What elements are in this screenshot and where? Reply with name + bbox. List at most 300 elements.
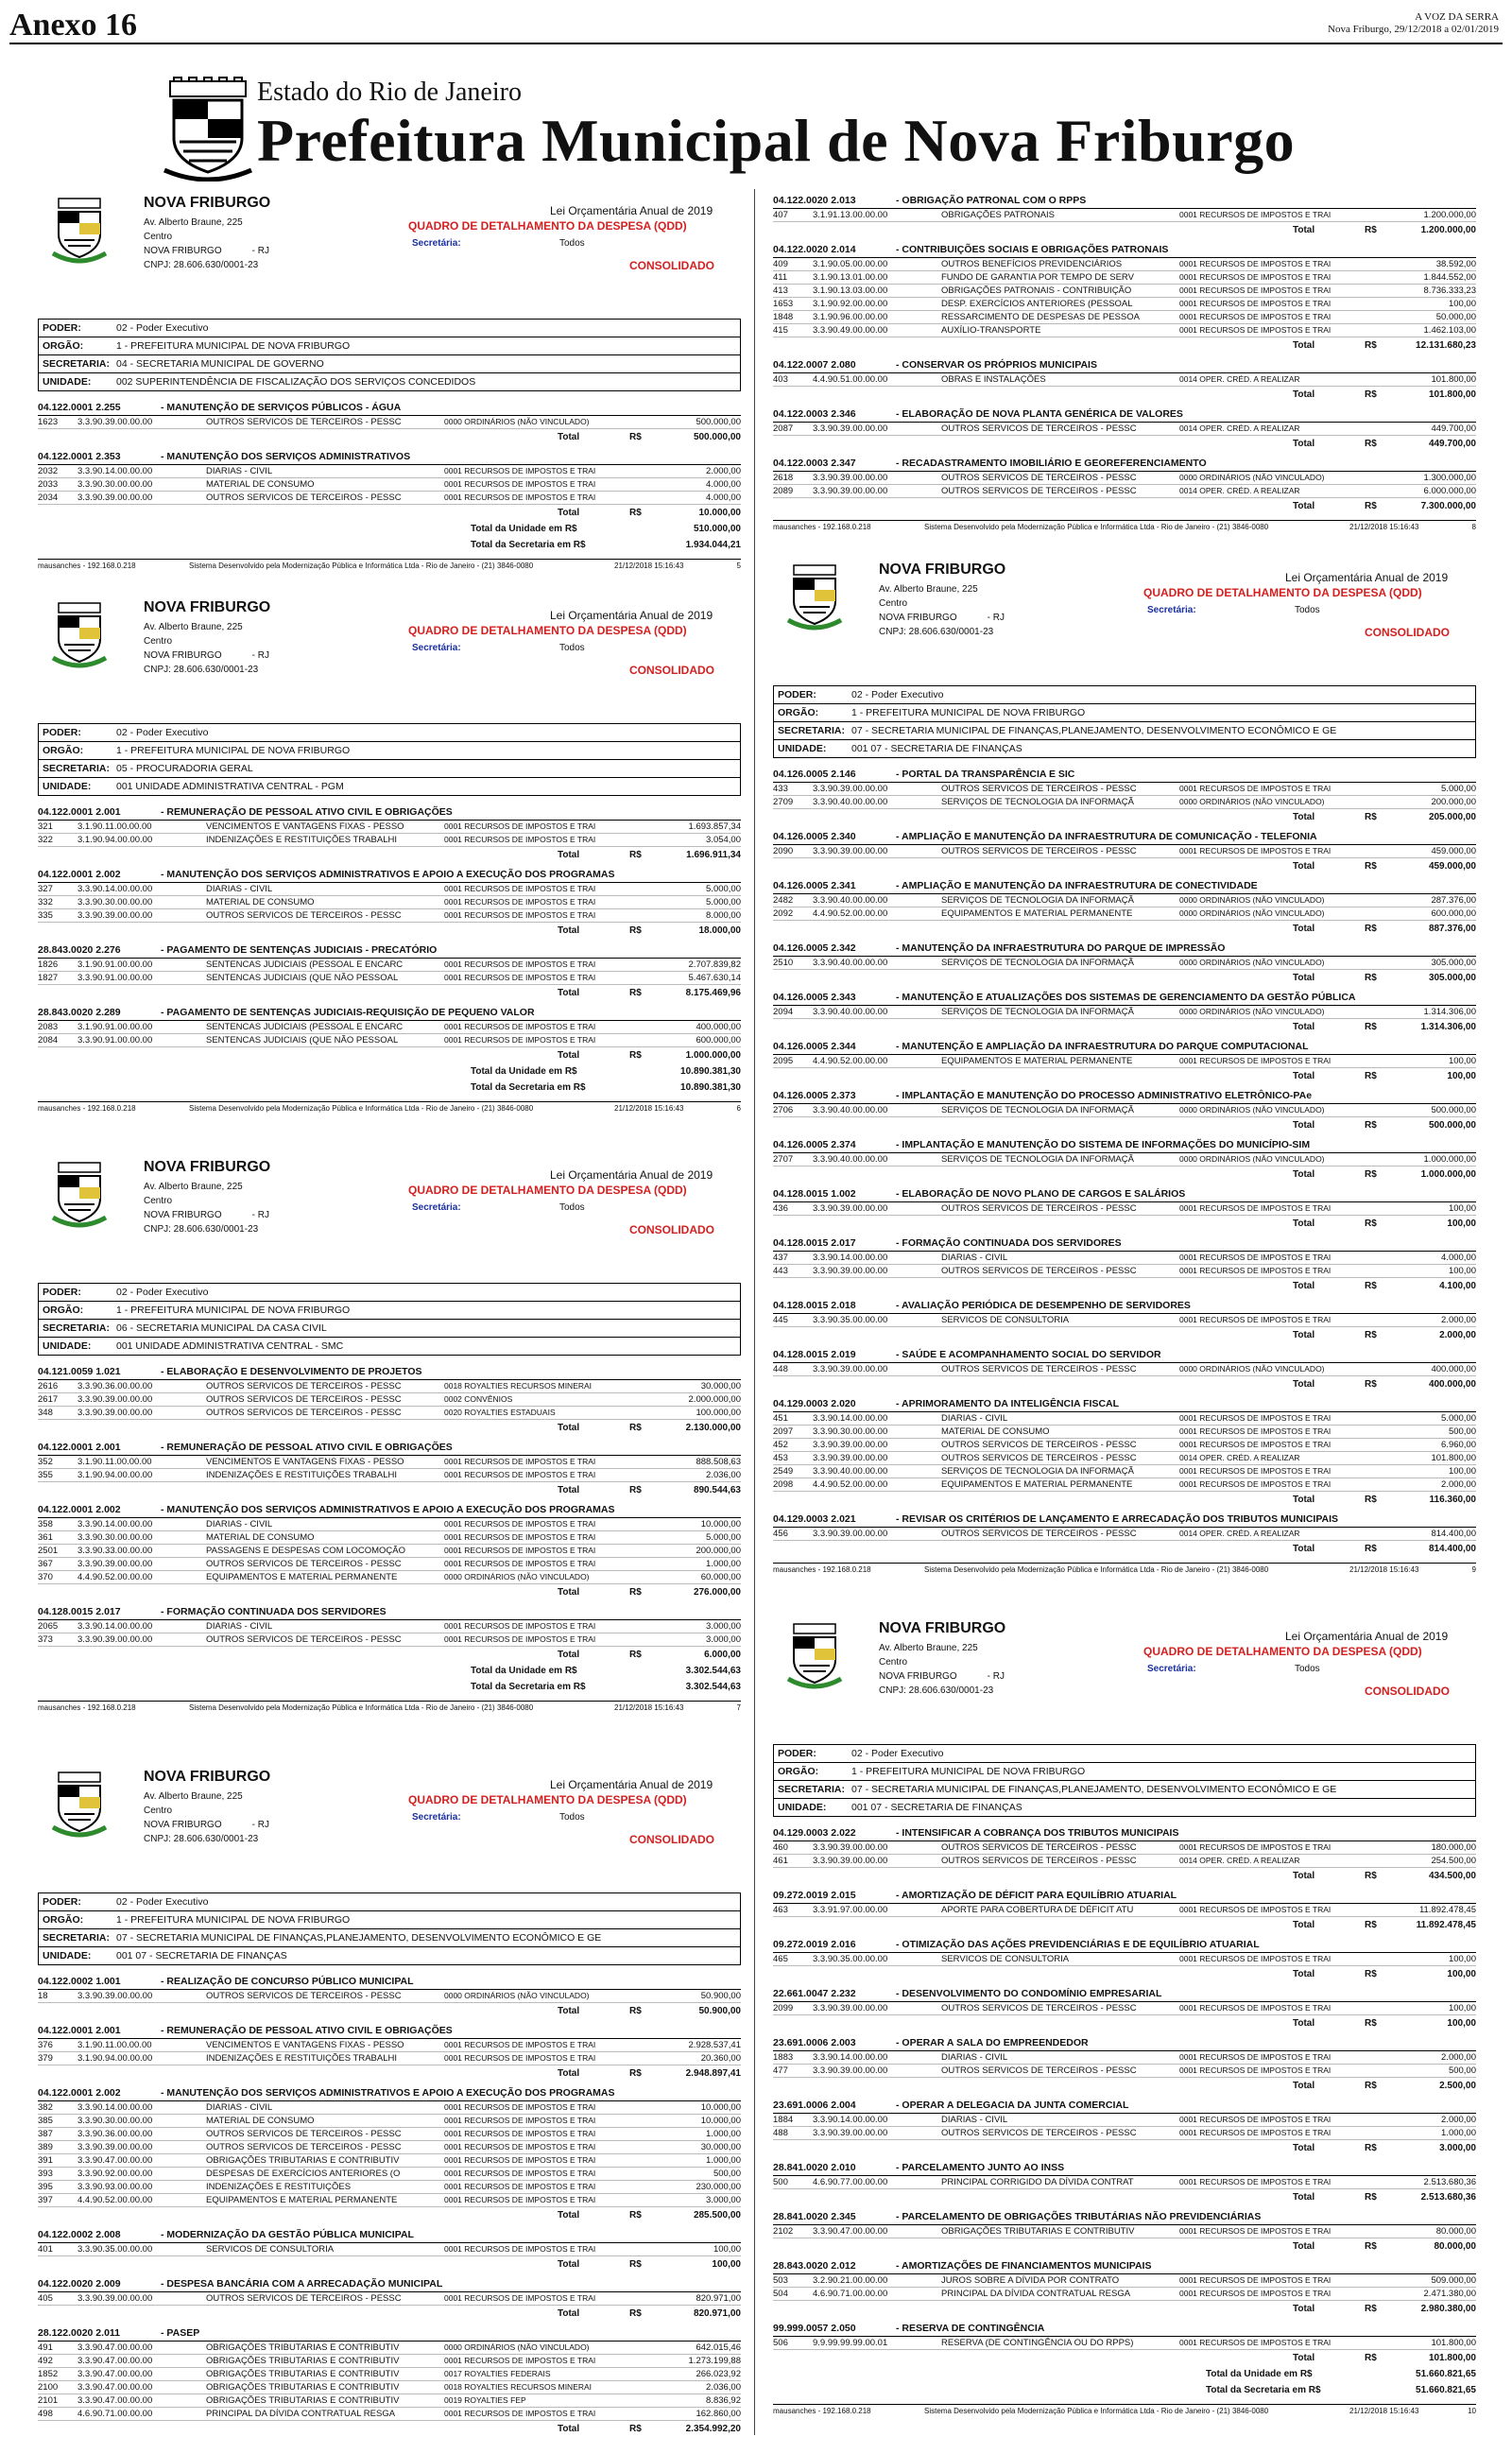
- report-1-expense-row: [38, 416, 741, 429]
- report-2-cnpj: CNPJ: 28.606.630/0001-23: [144, 665, 259, 675]
- report-4-program-code: 28.122.0020 2.011: [38, 2327, 121, 2339]
- report-6-expense-element: 3.3.90.39.00.00.00: [813, 784, 888, 794]
- report-7-total-currency: R$: [1365, 2081, 1377, 2091]
- report-6-program-total: [773, 1068, 1476, 1084]
- report-4-expense-source: 0001 RECURSOS DE IMPOSTOS E TRAI: [444, 2040, 596, 2049]
- report-6-total-value: 887.376,00: [1428, 924, 1476, 934]
- report-5-expense-id: 2618: [773, 473, 794, 483]
- report-5-expense-value: 8.736.333,23: [1423, 285, 1476, 296]
- report-7-total-value: 100,00: [1447, 1969, 1476, 1979]
- report-2-expense-source: 0001 RECURSOS DE IMPOSTOS E TRAI: [444, 1035, 596, 1045]
- report-7-expense-element: 3.3.90.39.00.00.00: [813, 1856, 888, 1866]
- report-6-expense-id: 433: [773, 784, 788, 794]
- report-3-expense-value: 30.000,00: [700, 1381, 741, 1391]
- report-7-consolidado: CONSOLIDADO: [1365, 1685, 1450, 1698]
- report-7-expense-description: APORTE PARA COBERTURA DE DÉFICIT ATU: [941, 1905, 1134, 1915]
- report-4-program-title: [38, 2024, 741, 2039]
- report-6-program-total: [773, 1327, 1476, 1343]
- report-5-program-title: [773, 407, 1476, 423]
- annex-title: Anexo 16: [9, 8, 138, 43]
- report-4-expense-element: 3.3.90.39.00.00.00: [77, 2142, 153, 2152]
- report-6-footer-time: 21/12/2018 15:16:43: [1349, 1565, 1419, 1574]
- report-5-expense-id: 2089: [773, 486, 794, 496]
- report-2-grand-total-value: 10.890.381,30: [680, 1066, 741, 1077]
- report-3-total-label: Total: [558, 1650, 580, 1660]
- report-3-expense-source: 0001 RECURSOS DE IMPOSTOS E TRAI: [444, 1546, 596, 1555]
- report-6-total-value: 2.000,00: [1439, 1330, 1476, 1340]
- report-3-expense-row: [38, 1393, 741, 1407]
- report-7-city: NOVA FRIBURGO: [879, 1671, 957, 1682]
- report-2-law-label: Lei Orçamentária Anual de: [550, 609, 685, 622]
- report-7-qdd-title: QUADRO DE DETALHAMENTO DA DESPESA (QDD): [1143, 1645, 1422, 1658]
- report-4-program-name: - REMUNERAÇÃO DE PESSOAL ATIVO CIVIL E OBRIGAÇÕES: [161, 2025, 453, 2036]
- report-7-program-total: [773, 2238, 1476, 2255]
- report-1-secretaria-label: SECRETARIA:: [43, 358, 110, 370]
- report-6-expense-row: [773, 1528, 1476, 1541]
- report-6-expense-value: 1.314.306,00: [1423, 1007, 1476, 1017]
- report-7-program-name: - OPERAR A DELEGACIA DA JUNTA COMERCIAL: [896, 2100, 1129, 2111]
- report-3-expense-id: 373: [38, 1634, 53, 1645]
- report-7-law-label: Lei Orçamentária Anual de: [1285, 1630, 1420, 1643]
- municipal-logo-icon: [784, 562, 845, 643]
- report-2-grand-total-label: Total da Unidade em R$: [471, 1066, 577, 1077]
- report-6-total-currency: R$: [1365, 1120, 1377, 1131]
- report-3-expense-row: [38, 1380, 741, 1393]
- report-7-total-currency: R$: [1365, 2192, 1377, 2203]
- report-3-expense-value: 2.036,00: [706, 1470, 741, 1480]
- report-5-expense-row: [773, 285, 1476, 298]
- report-7-expense-row: [773, 1904, 1476, 1917]
- report-4-expense-source: 0001 RECURSOS DE IMPOSTOS E TRAI: [444, 2169, 596, 2178]
- report-5-expense-value: 449.700,00: [1431, 423, 1476, 434]
- report-2-expense-element: 3.3.90.91.00.00.00: [77, 973, 153, 983]
- report-2-expense-description: MATERIAL DE CONSUMO: [206, 897, 315, 907]
- report-3-orgao-row: [39, 1302, 740, 1320]
- report-5-total-currency: R$: [1365, 439, 1377, 449]
- report-3-expense-source: 0001 RECURSOS DE IMPOSTOS E TRAI: [444, 1621, 596, 1631]
- report-4-total-label: Total: [558, 2210, 580, 2221]
- report-3-expense-value: 3.000,00: [706, 1634, 741, 1645]
- report-1-total-value: 10.000,00: [698, 508, 741, 518]
- report-2-orgao-label: ORGÃO:: [43, 745, 84, 756]
- report-2-expense-source: 0001 RECURSOS DE IMPOSTOS E TRAI: [444, 959, 596, 969]
- report-5-expense-source: 0001 RECURSOS DE IMPOSTOS E TRAI: [1179, 210, 1332, 219]
- report-1-expense-description: OUTROS SERVICOS DE TERCEIROS - PESSC: [206, 417, 402, 427]
- report-6-footer-page: 9: [1471, 1565, 1476, 1574]
- report-1-total-value: 500.000,00: [693, 432, 741, 442]
- report-6-total-value: 100,00: [1447, 1071, 1476, 1081]
- report-6-program-title: [773, 768, 1476, 783]
- report-6-expense-row: [773, 1202, 1476, 1216]
- report-1-orgao-row: [39, 337, 740, 355]
- report-6-program-title: [773, 830, 1476, 845]
- report-7-total-currency: R$: [1365, 2241, 1377, 2252]
- report-7-expense-element: 4.6.90.77.00.00.00: [813, 2177, 888, 2187]
- report-7-total-currency: R$: [1365, 1871, 1377, 1881]
- report-6-total-label: Total: [1293, 1544, 1315, 1554]
- report-4-expense-row: [38, 2342, 741, 2355]
- report-3-footer-user: mausanches - 192.168.0.218: [38, 1703, 136, 1712]
- report-7-expense-source: 0001 RECURSOS DE IMPOSTOS E TRAI: [1179, 2338, 1332, 2347]
- report-3-expense-id: 352: [38, 1457, 53, 1467]
- report-3-poder-value: 02 - Poder Executivo: [116, 1287, 209, 1298]
- report-6-total-currency: R$: [1365, 1379, 1377, 1390]
- edition-date: Nova Friburgo, 29/12/2018 a 02/01/2019: [1328, 24, 1499, 35]
- report-4-expense-row: [38, 2181, 741, 2194]
- report-7-expense-id: 504: [773, 2289, 788, 2299]
- report-6-expense-element: 4.4.90.52.00.00.00: [813, 1056, 888, 1066]
- report-6-address: [879, 582, 1005, 639]
- report-5-expense-row: [773, 423, 1476, 436]
- report-4-poder-label: PODER:: [43, 1896, 81, 1908]
- report-7-expense-row: [773, 2002, 1476, 2015]
- report-2-program-name: - MANUTENÇÃO DOS SERVIÇOS ADMINISTRATIVOS E APOIO A EXECUÇÃO DOS PROGRAMAS: [161, 869, 615, 880]
- report-6-expense-row: [773, 1252, 1476, 1265]
- report-2-expense-row: [38, 821, 741, 834]
- report-6-expense-row: [773, 1265, 1476, 1278]
- report-3-city-name: NOVA FRIBURGO: [144, 1159, 271, 1175]
- report-1-orgao-label: ORGÃO:: [43, 340, 84, 352]
- report-5-expense-id: 1653: [773, 299, 794, 309]
- report-6-expense-id: 443: [773, 1266, 788, 1276]
- report-3-expense-value: 200.000,00: [696, 1546, 741, 1556]
- report-6-orgao-value: 1 - PREFEITURA MUNICIPAL DE NOVA FRIBURGO: [851, 707, 1086, 718]
- report-6-expense-element: 3.3.90.39.00.00.00: [813, 1453, 888, 1463]
- report-3-program-total: [38, 1420, 741, 1436]
- report-4-expense-description: OUTROS SERVICOS DE TERCEIROS - PESSC: [206, 1991, 402, 2001]
- state-name: Estado do Rio de Janeiro: [257, 78, 522, 107]
- report-5-expense-id: 413: [773, 285, 788, 296]
- report-3-expense-id: 2065: [38, 1621, 59, 1632]
- report-3-expense-row: [38, 1518, 741, 1531]
- report-7-total-label: Total: [1293, 2241, 1315, 2252]
- report-4-expense-id: 395: [38, 2182, 53, 2192]
- report-6-footer-system: Sistema Desenvolvido pela Modernização Pública e Informática Ltda - Rio de Janeiro - (21) 3846-0080: [924, 1565, 1269, 1574]
- report-6-expense-value: 287.376,00: [1431, 895, 1476, 906]
- report-7-secretaria-row: [774, 1781, 1475, 1799]
- report-7-city-name: NOVA FRIBURGO: [879, 1620, 1006, 1636]
- report-4-expense-source: 0001 RECURSOS DE IMPOSTOS E TRAI: [444, 2116, 596, 2125]
- report-6-expense-description: EQUIPAMENTOS E MATERIAL PERMANENTE: [941, 1479, 1133, 1490]
- report-4-expense-source: 0017 ROYALTIES FEDERAIS: [444, 2369, 551, 2378]
- report-4-expense-row: [38, 2408, 741, 2421]
- report-7-total-label: Total: [1293, 2192, 1315, 2203]
- report-3-total-label: Total: [558, 1423, 580, 1433]
- report-7-expense-value: 1.000,00: [1441, 2128, 1476, 2138]
- report-2-expense-value: 8.000,00: [706, 910, 741, 921]
- report-5-total-value: 12.131.680,23: [1416, 340, 1476, 351]
- report-3-expense-description: OUTROS SERVICOS DE TERCEIROS - PESSC: [206, 1634, 402, 1645]
- report-6-expense-row: [773, 1153, 1476, 1167]
- report-3-cnpj: CNPJ: 28.606.630/0001-23: [144, 1224, 259, 1235]
- report-7-total-label: Total: [1293, 2304, 1315, 2314]
- report-1-grand-total: [38, 521, 741, 537]
- report-5-program-name: - CONSERVAR OS PRÓPRIOS MUNICIPAIS: [896, 359, 1097, 371]
- report-7-total-value: 2.980.380,00: [1420, 2304, 1476, 2314]
- report-2-program-name: - REMUNERAÇÃO DE PESSOAL ATIVO CIVIL E OBRIGAÇÕES: [161, 806, 453, 818]
- report-4-total-currency: R$: [629, 2068, 642, 2079]
- report-6-expense-row: [773, 894, 1476, 907]
- report-4-total-value: 50.900,00: [698, 2006, 741, 2016]
- report-3-expense-row: [38, 1469, 741, 1482]
- report-1-expense-element: 3.3.90.14.00.00.00: [77, 466, 153, 476]
- report-5-expense-description: DESP. EXERCÍCIOS ANTERIORES (PESSOAL: [941, 299, 1133, 309]
- report-2-poder-row: [39, 724, 740, 742]
- report-4-expense-description: DESPESAS DE EXERCÍCIOS ANTERIORES (O: [206, 2169, 401, 2179]
- report-1-footer-user: mausanches - 192.168.0.218: [38, 562, 136, 570]
- report-4-expense-description: MATERIAL DE CONSUMO: [206, 2116, 315, 2126]
- report-7-expense-source: 0001 RECURSOS DE IMPOSTOS E TRAI: [1179, 2275, 1332, 2285]
- report-5-expense-source: 0001 RECURSOS DE IMPOSTOS E TRAI: [1179, 272, 1332, 282]
- report-6-expense-element: 3.3.90.14.00.00.00: [813, 1253, 888, 1263]
- report-3-program-title: [38, 1365, 741, 1380]
- report-7-expense-description: OUTROS SERVICOS DE TERCEIROS - PESSC: [941, 1856, 1137, 1866]
- report-6-expense-id: 437: [773, 1253, 788, 1263]
- report-5-expense-source: 0001 RECURSOS DE IMPOSTOS E TRAI: [1179, 312, 1332, 321]
- report-2-expense-source: 0001 RECURSOS DE IMPOSTOS E TRAI: [444, 1022, 596, 1031]
- report-6-expense-description: OUTROS SERVICOS DE TERCEIROS - PESSC: [941, 1266, 1137, 1276]
- report-7-program-title: [773, 1987, 1476, 2002]
- report-4-expense-id: 393: [38, 2169, 53, 2179]
- report-2-program-code: 04.122.0001 2.002: [38, 869, 121, 880]
- report-7-footer-user: mausanches - 192.168.0.218: [773, 2407, 871, 2415]
- report-7-orgao-label: ORGÃO:: [778, 1766, 819, 1777]
- report-4-consolidado: CONSOLIDADO: [629, 1833, 714, 1846]
- report-1-program-total: [38, 429, 741, 445]
- report-6-expense-source: 0001 RECURSOS DE IMPOSTOS E TRAI: [1179, 1266, 1332, 1275]
- report-3-secretary-label: Secretária:: [412, 1202, 461, 1213]
- report-1-uf: - RJ: [251, 246, 269, 256]
- report-7-unidade-row: [774, 1799, 1475, 1817]
- report-6-expense-source: 0001 RECURSOS DE IMPOSTOS E TRAI: [1179, 1056, 1332, 1065]
- report-6-expense-value: 101.800,00: [1431, 1453, 1476, 1463]
- report-6-program-title: [773, 1040, 1476, 1055]
- report-6-expense-description: EQUIPAMENTOS E MATERIAL PERMANENTE: [941, 1056, 1133, 1066]
- report-1-city: NOVA FRIBURGO: [144, 246, 222, 256]
- report-6-expense-source: 0000 ORDINÁRIOS (NÃO VINCULADO): [1179, 908, 1325, 918]
- report-2-total-currency: R$: [629, 1050, 642, 1061]
- report-7-poder-value: 02 - Poder Executivo: [851, 1748, 944, 1759]
- report-2-expense-value: 600.000,00: [696, 1035, 741, 1046]
- report-7-total-label: Total: [1293, 1871, 1315, 1881]
- report-1-expense-element: 3.3.90.30.00.00.00: [77, 479, 153, 490]
- report-6-program-title: [773, 1348, 1476, 1363]
- report-4-expense-id: 18: [38, 1991, 48, 2001]
- report-7-expense-description: DIARIAS - CIVIL: [941, 2115, 1008, 2125]
- report-4-program-name: - PASEP: [161, 2327, 200, 2339]
- report-7-expense-element: 3.3.90.35.00.00.00: [813, 1954, 888, 1964]
- report-6-expense-source: 0001 RECURSOS DE IMPOSTOS E TRAI: [1179, 1253, 1332, 1262]
- report-6-total-currency: R$: [1365, 1330, 1377, 1340]
- report-2: [38, 596, 741, 1115]
- report-6-program-title: [773, 1187, 1476, 1202]
- report-2-program-code: 04.122.0001 2.001: [38, 806, 121, 818]
- report-6-expense-id: 2090: [773, 846, 794, 856]
- report-3-expense-source: 0001 RECURSOS DE IMPOSTOS E TRAI: [444, 1634, 596, 1644]
- report-1-expense-source: 0000 ORDINÁRIOS (NÃO VINCULADO): [444, 417, 590, 426]
- report-3-secretary-value: Todos: [559, 1202, 585, 1213]
- report-2-total-value: 8.175.469,96: [685, 988, 741, 998]
- report-2-city: NOVA FRIBURGO: [144, 650, 222, 661]
- report-5-expense-id: 411: [773, 272, 788, 283]
- report-6-expense-row: [773, 1412, 1476, 1426]
- report-6-expense-value: 6.960,00: [1441, 1440, 1476, 1450]
- report-7-orgao-value: 1 - PREFEITURA MUNICIPAL DE NOVA FRIBURGO: [851, 1766, 1086, 1777]
- report-4-expense-row: [38, 2115, 741, 2128]
- report-2-expense-id: 332: [38, 897, 53, 907]
- report-7-expense-value: 2.000,00: [1441, 2052, 1476, 2063]
- report-2-expense-id: 1827: [38, 973, 59, 983]
- report-6-total-currency: R$: [1365, 973, 1377, 983]
- report-6-expense-source: 0000 ORDINÁRIOS (NÃO VINCULADO): [1179, 895, 1325, 905]
- report-7-expense-source: 0001 RECURSOS DE IMPOSTOS E TRAI: [1179, 2289, 1332, 2298]
- report-7-expense-row: [773, 1841, 1476, 1855]
- report-6-expense-value: 100,00: [1448, 1203, 1476, 1214]
- report-2-expense-value: 5.000,00: [706, 897, 741, 907]
- report-3-expense-element: 3.3.90.39.00.00.00: [77, 1408, 153, 1418]
- report-7-expense-value: 2.000,00: [1441, 2115, 1476, 2125]
- report-4-total-value: 100,00: [712, 2259, 741, 2270]
- report-6-expense-source: 0001 RECURSOS DE IMPOSTOS E TRAI: [1179, 784, 1332, 793]
- report-7-expense-value: 80.000,00: [1435, 2226, 1476, 2237]
- report-7-expense-id: 463: [773, 1905, 788, 1915]
- report-7-expense-row: [773, 2225, 1476, 2238]
- report-6: [773, 558, 1476, 1577]
- report-6-program-code: 04.126.0005 2.341: [773, 880, 856, 891]
- report-5-expense-value: 1.300.000,00: [1423, 473, 1476, 483]
- report-7-total-currency: R$: [1365, 2353, 1377, 2363]
- report-7-uf: - RJ: [987, 1671, 1005, 1682]
- report-3-program-name: - ELABORAÇÃO E DESENVOLVIMENTO DE PROJETOS: [161, 1366, 422, 1377]
- report-5-total-currency: R$: [1365, 340, 1377, 351]
- report-5-expense-row: [773, 324, 1476, 337]
- report-3-expense-source: 0002 CONVÊNIOS: [444, 1394, 513, 1404]
- report-7-grand-total: [773, 2382, 1476, 2398]
- report-7-program-name: - PARCELAMENTO JUNTO AO INSS: [896, 2162, 1065, 2173]
- report-6-expense-description: OUTROS SERVICOS DE TERCEIROS - PESSC: [941, 1203, 1137, 1214]
- report-7-expense-row: [773, 2051, 1476, 2065]
- report-3-grand-total: [38, 1679, 741, 1695]
- report-1-cnpj: CNPJ: 28.606.630/0001-23: [144, 260, 259, 270]
- report-5-program-name: - ELABORAÇÃO DE NOVA PLANTA GENÉRICA DE VALORES: [896, 408, 1183, 420]
- report-2-program-title: [38, 1006, 741, 1021]
- report-5-program-code: 04.122.0020 2.014: [773, 244, 856, 255]
- prefeitura-title: Prefeitura Municipal de Nova Friburgo: [257, 107, 1296, 174]
- report-3-expense-description: MATERIAL DE CONSUMO: [206, 1532, 315, 1543]
- report-3-addr-street: Av. Alberto Braune, 225: [144, 1182, 243, 1192]
- report-1-grand-total-value: 1.934.044,21: [685, 540, 741, 550]
- report-5-expense-value: 50.000,00: [1435, 312, 1476, 322]
- report-6-info-box: [773, 685, 1476, 758]
- report-4-law-year: 2019: [687, 1778, 713, 1791]
- report-6-total-value: 814.400,00: [1428, 1544, 1476, 1554]
- report-7-program-title: [773, 2322, 1476, 2337]
- report-6-total-currency: R$: [1365, 924, 1377, 934]
- report-7-expense-value: 100,00: [1448, 2003, 1476, 2013]
- report-3-expense-row: [38, 1456, 741, 1469]
- report-2-expense-value: 3.054,00: [706, 835, 741, 845]
- report-4-expense-value: 8.836,92: [706, 2395, 741, 2406]
- report-7-expense-element: 3.3.90.39.00.00.00: [813, 2065, 888, 2076]
- report-7-program-name: - RESERVA DE CONTINGÊNCIA: [896, 2323, 1045, 2334]
- report-6-total-currency: R$: [1365, 1022, 1377, 1032]
- report-7-expense-description: OUTROS SERVICOS DE TERCEIROS - PESSC: [941, 2128, 1137, 2138]
- report-1-unidade-label: UNIDADE:: [43, 376, 92, 388]
- report-6-uf: - RJ: [987, 613, 1005, 623]
- report-5-expense-element: 3.1.90.96.00.00.00: [813, 312, 888, 322]
- report-3-grand-total: [38, 1663, 741, 1679]
- report-6-expense-source: 0000 ORDINÁRIOS (NÃO VINCULADO): [1179, 797, 1325, 806]
- report-2-expense-row: [38, 1034, 741, 1047]
- report-4-expense-row: [38, 2101, 741, 2115]
- report-5-expense-source: 0001 RECURSOS DE IMPOSTOS E TRAI: [1179, 285, 1332, 295]
- report-3-total-value: 890.544,63: [693, 1485, 741, 1495]
- report-7-secretaria-label: SECRETARIA:: [778, 1784, 845, 1795]
- report-5-expense-description: OUTROS SERVICOS DE TERCEIROS - PESSC: [941, 423, 1137, 434]
- report-7-program-total: [773, 2189, 1476, 2205]
- report-5-expense-value: 1.200.000,00: [1423, 210, 1476, 220]
- report-7-total-label: Total: [1293, 2143, 1315, 2153]
- report-3-expense-element: 3.3.90.14.00.00.00: [77, 1621, 153, 1632]
- report-7-expense-id: 1883: [773, 2052, 794, 2063]
- report-3-addr-city: [144, 1208, 269, 1222]
- report-5-program-total: [773, 436, 1476, 452]
- report-3-expense-id: 355: [38, 1470, 53, 1480]
- report-1-expense-id: 2033: [38, 479, 59, 490]
- report-3-expense-row: [38, 1407, 741, 1420]
- report-3-expense-value: 5.000,00: [706, 1532, 741, 1543]
- report-2-orgao-value: 1 - PREFEITURA MUNICIPAL DE NOVA FRIBURGO: [116, 745, 351, 756]
- report-7-program-title: [773, 2259, 1476, 2274]
- report-4-expense-id: 491: [38, 2342, 53, 2353]
- report-6-expense-id: 2510: [773, 958, 794, 968]
- report-4-expense-row: [38, 1990, 741, 2003]
- report-5-program-total: [773, 337, 1476, 354]
- report-6-expense-value: 100,00: [1448, 1056, 1476, 1066]
- report-5-program-code: 04.122.0003 2.346: [773, 408, 856, 420]
- report-4-orgao-label: ORGÃO:: [43, 1914, 84, 1926]
- report-6-expense-value: 5.000,00: [1441, 784, 1476, 794]
- report-7-program-title: [773, 2099, 1476, 2114]
- report-3-expense-row: [38, 1558, 741, 1571]
- report-2-expense-id: 321: [38, 821, 53, 832]
- report-4-program-name: - REALIZAÇÃO DE CONCURSO PÚBLICO MUNICIPAL: [161, 1976, 414, 1987]
- report-6-program-name: - MANUTENÇÃO E AMPLIAÇÃO DA INFRAESTRUTURA DO PARQUE COMPUTACIONAL: [896, 1041, 1309, 1052]
- report-2-expense-source: 0001 RECURSOS DE IMPOSTOS E TRAI: [444, 835, 596, 844]
- report-6-addr-city: [879, 611, 1005, 625]
- report-6-expense-row: [773, 1055, 1476, 1068]
- report-5-total-value: 449.700,00: [1428, 439, 1476, 449]
- report-7-info-box: [773, 1744, 1476, 1817]
- report-6-program-code: 04.126.0005 2.146: [773, 769, 856, 780]
- report-7-expense-id: 1884: [773, 2115, 794, 2125]
- report-6-expense-description: OUTROS SERVICOS DE TERCEIROS - PESSC: [941, 1453, 1137, 1463]
- report-6-expense-description: OUTROS SERVICOS DE TERCEIROS - PESSC: [941, 846, 1137, 856]
- report-2-poder-value: 02 - Poder Executivo: [116, 727, 209, 738]
- report-6-program-total: [773, 1019, 1476, 1035]
- report-3-info-box: [38, 1283, 741, 1356]
- report-2-expense-element: 3.1.90.91.00.00.00: [77, 1022, 153, 1032]
- report-7-total-value: 434.500,00: [1428, 1871, 1476, 1881]
- report-4-expense-source: 0019 ROYALTIES FEP: [444, 2395, 526, 2405]
- report-6-law-year: 2019: [1422, 571, 1449, 584]
- report-3-law-year: 2019: [687, 1168, 713, 1182]
- report-7-program-code: 23.691.0006 2.003: [773, 2037, 856, 2048]
- report-7-expense-description: OUTROS SERVICOS DE TERCEIROS - PESSC: [941, 1842, 1137, 1853]
- report-4-unidade-value: 001 07 - SECRETARIA DE FINANÇAS: [116, 1950, 287, 1961]
- report-2-program-code: 28.843.0020 2.276: [38, 944, 121, 956]
- report-7-program-title: [773, 1938, 1476, 1953]
